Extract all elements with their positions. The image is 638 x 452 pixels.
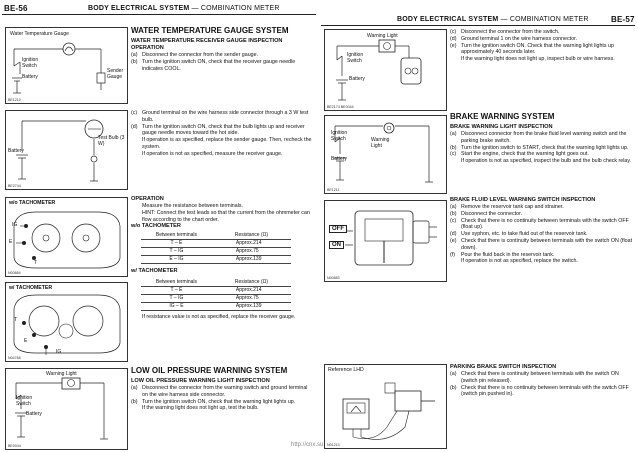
fig5-warning-label: Warning Light [46,371,77,377]
brake-warning-step-c: (c) Start the engine, check that the warning light goes out. [450,151,589,158]
table-row: IG – E Approx.139 [141,303,291,311]
r-fig3-off-label: OFF [329,225,347,233]
brake-warning-note: If operation is not as specified, inspect the bulb and the bulb check relay. [461,158,632,165]
parking-brake-step-b: (b) Check that there is no continuity between terminals with the switch OFF (switch pin pushed in). [450,384,629,398]
table-row: T – IG Approx.75 [141,295,291,303]
wo-tach-head-res: Resistance (Ω) [212,232,291,240]
parking-brake-step-a: (a) Check that there is continuity between terminals with the switch ON (switch pin released). [450,371,619,384]
oil-pressure-title: LOW OIL PRESSURE WARNING SYSTEM [131,366,288,375]
oil-warning-light-diagram [5,368,128,450]
meter-with-tach-diagram [5,282,128,362]
fuel-warning-step-d: (d) Ground terminal 1 on the wire harness connector. [450,35,578,42]
right-header-rule [321,25,635,26]
r-fig4-code: N01213 [327,443,340,447]
fig1-sender-label: Sender Gauge [107,68,124,80]
wo-tach-head-between: Between terminals [141,232,212,240]
table-row: E – IG Approx.139 [141,256,291,264]
left-header-rule [2,14,316,15]
fig3-title: w/o TACHOMETER [9,200,56,206]
resistance-hint: HINT: Connect the test leads so that the current from the ohmmeter can flow according to the chart order. [142,209,310,223]
brake-fluid-step-b: (b) Disconnect the connector. [450,210,522,217]
table-row: T – E Approx.214 [141,240,291,248]
right-page [319,0,638,452]
fig5-ignition-label: Ignition Switch [16,395,33,407]
fig3-code: N00884 [8,271,21,275]
table-row: T – IG Approx.75 [141,248,291,256]
brake-fluid-step-f: (f) Pour the fluid back in the reservoir tank. [450,251,555,258]
w-tach-head-res: Resistance (Ω) [212,279,291,287]
meter-with-tach-drawing [6,283,127,361]
right-page-header: BODY ELECTRICAL SYSTEM — COMBINATION METER [397,16,589,23]
oil-pressure-step-a: (a) Disconnect the connector from the warning switch and ground terminal on the wire harness side connector. [131,385,308,398]
fig4-title: w/ TACHOMETER [9,285,53,291]
r-fig2-battery-label: Battery [331,156,347,162]
brake-warning-section [450,112,633,165]
test-bulb-step-d: (d) Turn the ignition switch ON, check that the bulb lights up and receiver gauge needle moves toward the hot side. [131,123,305,137]
fig4-ig-label: IG [56,349,62,355]
r-fig3-code: N00883 [327,276,340,280]
r-fig1-code: BE2174 BE0044 [327,105,354,109]
parking-brake-subtitle: PARKING BRAKE SWITCH INSPECTION [450,364,557,370]
brake-fluid-note: If operation is not as specified, replace the switch. [461,258,578,265]
brake-warning-step-b: (b) Turn the ignition switch to START, check that the warning light lights up. [450,144,629,151]
right-page-number: BE-57 [611,15,635,24]
fuel-warning-section [450,29,633,63]
brake-fluid-step-e: (e) Check that there is continuity between terminals with the switch ON (float down). [450,237,633,251]
w-tach-head-between: Between terminals [141,279,212,287]
test-bulb-note-2: If operation is not as specified, measure the receiver gauge. [142,150,283,157]
left-page-number: BE-56 [4,4,28,13]
fuel-warning-note: If the warning light does not light up, inspect bulb or wire harness. [461,56,615,63]
watermark-url: http://cnx.su [291,442,324,448]
r-fig2-warning-label: Warning Light [371,137,390,149]
r-fig2-ignition-label: Ignition Switch [331,130,348,142]
wo-tach-label: w/o TACHOMETER [131,223,181,230]
fig4-e-label: E [24,338,28,344]
fuel-warning-step-c: (c) Disconnect the connector from the switch. [450,29,560,35]
brake-warning-light-diagram [324,115,447,194]
parking-brake-section [450,364,633,398]
r-fig1-battery-label: Battery [349,76,365,82]
fig5-code: BE0044 [8,444,21,448]
oil-pressure-section [131,366,314,412]
brake-warning-subtitle: BRAKE WARNING LIGHT INSPECTION [450,124,553,130]
fig2-code: BE2744 [8,184,21,188]
fig3-e-label: E [9,239,13,245]
w-tach-label: w/ TACHOMETER [131,268,178,275]
oil-pressure-subtitle: LOW OIL PRESSURE WARNING LIGHT INSPECTION [131,378,270,384]
water-temp-subtitle: WATER TEMPERATURE RECEIVER GAUGE INSPECTION [131,38,283,44]
oil-pressure-step-b: (b) Turn the ignition switch ON, check that the warning light lights up. [131,398,296,405]
test-bulb-circuit-drawing [6,111,127,189]
parking-brake-switch-diagram [324,364,447,449]
w-tach-table [141,279,291,311]
brake-warning-title: BRAKE WARNING SYSTEM [450,112,555,121]
fig2-battery-label: Battery [8,148,24,154]
water-temp-title: WATER TEMPERATURE GAUGE SYSTEM [131,26,289,35]
test-bulb-diagram [5,110,128,190]
water-temp-section [131,26,314,72]
brake-fluid-section [450,197,633,265]
fig1-battery-label: Battery [22,74,38,80]
meter-without-tach-diagram [5,197,128,277]
resistance-section [131,196,314,321]
resistance-measure: Measure the resistance between terminals. [142,203,243,209]
brake-fluid-subtitle: BRAKE FLUID LEVEL WARNING SWITCH INSPECTION [450,197,596,203]
resistance-note: If resistance value is not as specified, replace the receiver gauge. [142,314,296,321]
fig5-battery-label: Battery [26,411,42,417]
water-temp-step-a: (a) Disconnect the connector from the sender gauge. [131,52,259,58]
oil-pressure-note: If the warning light does not light up, test the bulb. [142,405,259,412]
fig2-bulb-label: Test Bulb (3 W) [98,135,125,147]
water-temp-gauge-diagram [5,27,128,104]
test-bulb-section [131,110,314,158]
fig1-ignition-label: Ignition Switch [22,57,39,69]
r-fig1-ignition-label: Ignition Switch [347,52,364,64]
brake-fluid-step-c: (c) Check that there is no continuity between terminals with the switch OFF (float up). [450,217,629,231]
meter-without-tach-drawing [6,198,127,276]
brake-fluid-step-d: (d) Use syphon, etc. to take fluid out of the reservoir tank. [450,231,588,238]
fig3-t-label: T [34,260,38,266]
water-temp-operation: OPERATION [131,45,164,51]
parking-brake-switch-drawing [325,365,446,448]
wo-tach-table [141,232,291,264]
resistance-operation: OPERATION [131,196,164,202]
r-fig3-on-label: ON [329,241,344,249]
brake-fluid-step-a: (a) Remove the reservoir tank cap and strainer. [450,204,564,210]
fig4-code: N04768 [8,356,21,360]
fig1-title: Water Temperature Gauge [10,31,69,37]
test-bulb-step-c: (c) Ground terminal on the wire harness side connector through a 3 W test bulb. [131,110,309,123]
fig3-ig-label: IG [12,222,18,228]
r-fig1-warning-label: Warning Light [367,33,398,39]
fig1-code: BE1210 [8,98,21,102]
brake-fluid-switch-diagram [324,200,447,282]
fuel-warning-light-diagram [324,29,447,111]
r-fig2-code: BE1211 [327,188,340,192]
table-row: T – E Approx.214 [141,287,291,295]
fuel-warning-step-e: (e) Turn the ignition switch ON. Check that the warning light lights up approximately 40 seconds later. [450,42,614,56]
left-page-header: BODY ELECTRICAL SYSTEM — COMBINATION METER [88,5,280,12]
test-bulb-note-1: If operation is as specified, replace the sender gauge. Then, recheck the system. [142,137,312,150]
fuel-warning-circuit-drawing [325,30,446,110]
fig4-t-label: T [14,317,18,323]
water-temp-step-b: (b) Turn the ignition switch ON, check that the receiver gauge needle indicates COOL. [131,58,296,72]
brake-warning-circuit-drawing [325,116,446,193]
r-fig4-title: Reference LHD [328,367,364,373]
oil-warning-circuit-drawing [6,369,127,449]
brake-warning-step-a: (a) Disconnect connector from the brake fluid level warning switch and the parking brake switch. [450,131,627,144]
